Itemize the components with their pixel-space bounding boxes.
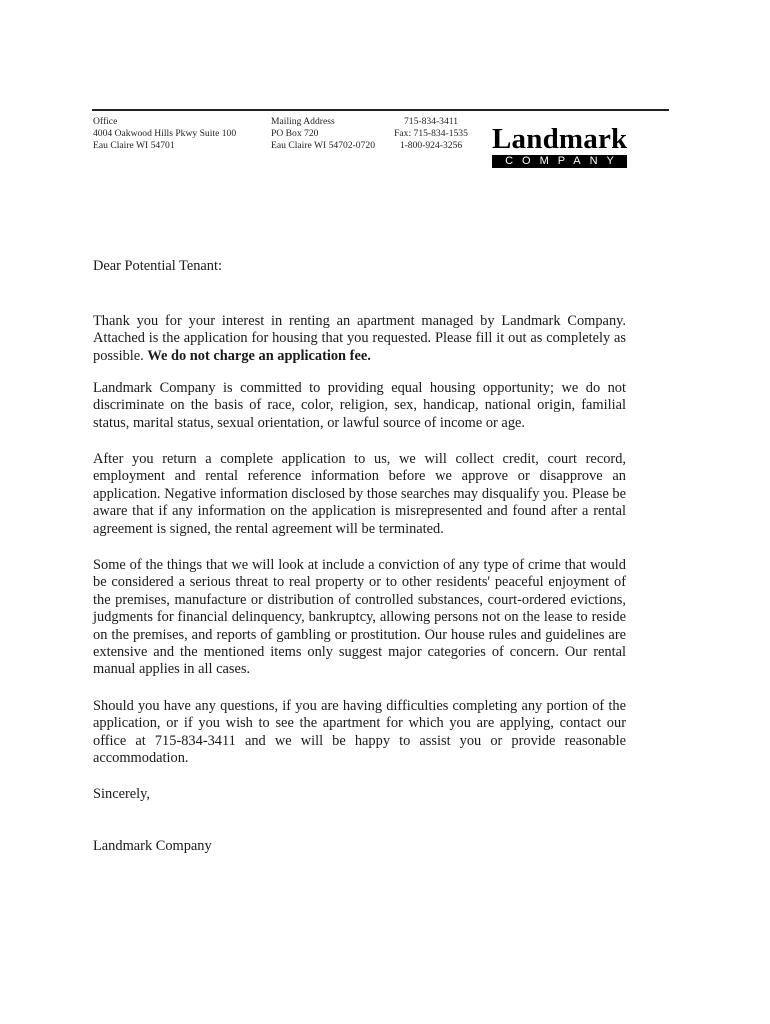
screening-text: After you return a complete application to us, we will collect credit, court record, employment and rental reference information before we approve or disapprove an application. Negative information disclosed by those searches may disqualify you. Please be aware that if any information on the application is misrepresented and found after a rental agreement is signed, the rental agreement will be terminated. — [93, 451, 626, 537]
logo-wordmark: Landmark — [492, 123, 628, 155]
closing — [93, 786, 626, 803]
criteria-text: Some of the things that we will look at include a conviction of any type of crime that would be considered a serious threat to real property or to other residents' peaceful enjoyment of the premises, manufacture or distribution of controlled substances, court-ordered evictions, judgments for financial delinquency, bankruptcy, allowing persons not on the lease to reside on the premises, and reports of gambling or prostitution. Our house rules and guidelines are extensive and the mentioned items only suggest major categories of concern. Our rental manual applies in all cases. — [93, 557, 626, 678]
no-fee-notice: We do not charge an application fee. — [147, 347, 371, 364]
logo-company-bar: COMPANY — [492, 155, 627, 168]
signer-name: Landmark Company — [93, 838, 212, 854]
paragraph-contact — [93, 698, 626, 768]
paragraph-intro-text — [93, 313, 626, 365]
paragraph-equal-housing — [93, 380, 626, 432]
signature-block — [93, 838, 626, 855]
paragraph-criteria — [93, 557, 626, 679]
intro-text: Thank you for your interest in renting an apartment managed by Landmark Company. Attached is the application for housing that you requested. Please fill it out as completely as possible. — [93, 313, 626, 364]
office-city: Eau Claire WI 54701 — [93, 140, 175, 151]
office-street: 4004 Oakwood Hills Pkwy Suite 100 — [93, 128, 237, 139]
landmark-logo — [492, 124, 627, 168]
mailing-label: Mailing Address — [271, 116, 335, 127]
contact-text: Should you have any questions, if you are having difficulties completing any portion of the application, or if you wish to see the apartment for which you are applying, contact our office at 715-834-3411 and we will be happy to assist you or provide reasonable accommodation. — [93, 698, 626, 767]
fax-number: Fax: 715-834-1535 — [394, 128, 468, 139]
office-label: Office — [93, 116, 118, 127]
header-rule — [92, 109, 669, 111]
closing-text: Sincerely, — [93, 786, 151, 802]
mailing-city: Eau Claire WI 54702-0720 — [271, 140, 375, 151]
tollfree-number: 1-800-924-3256 — [399, 140, 463, 151]
phone-block — [391, 116, 471, 152]
mailing-po-box: PO Box 720 — [271, 128, 319, 139]
mailing-address-block — [271, 116, 375, 152]
salutation-text: Dear Potential Tenant: — [93, 258, 223, 274]
equal-housing-text: Landmark Company is committed to providing equal housing opportunity; we do not discriminate on the basis of race, color, religion, sex, handicap, national origin, familial status, marital status, sexual orientation, or lawful source of income or age. — [93, 380, 626, 431]
phone-number: 715-834-3411 — [403, 116, 458, 127]
salutation — [93, 258, 626, 275]
paragraph-screening — [93, 451, 626, 538]
paragraph-intro — [93, 313, 626, 365]
office-address-block — [93, 116, 236, 152]
